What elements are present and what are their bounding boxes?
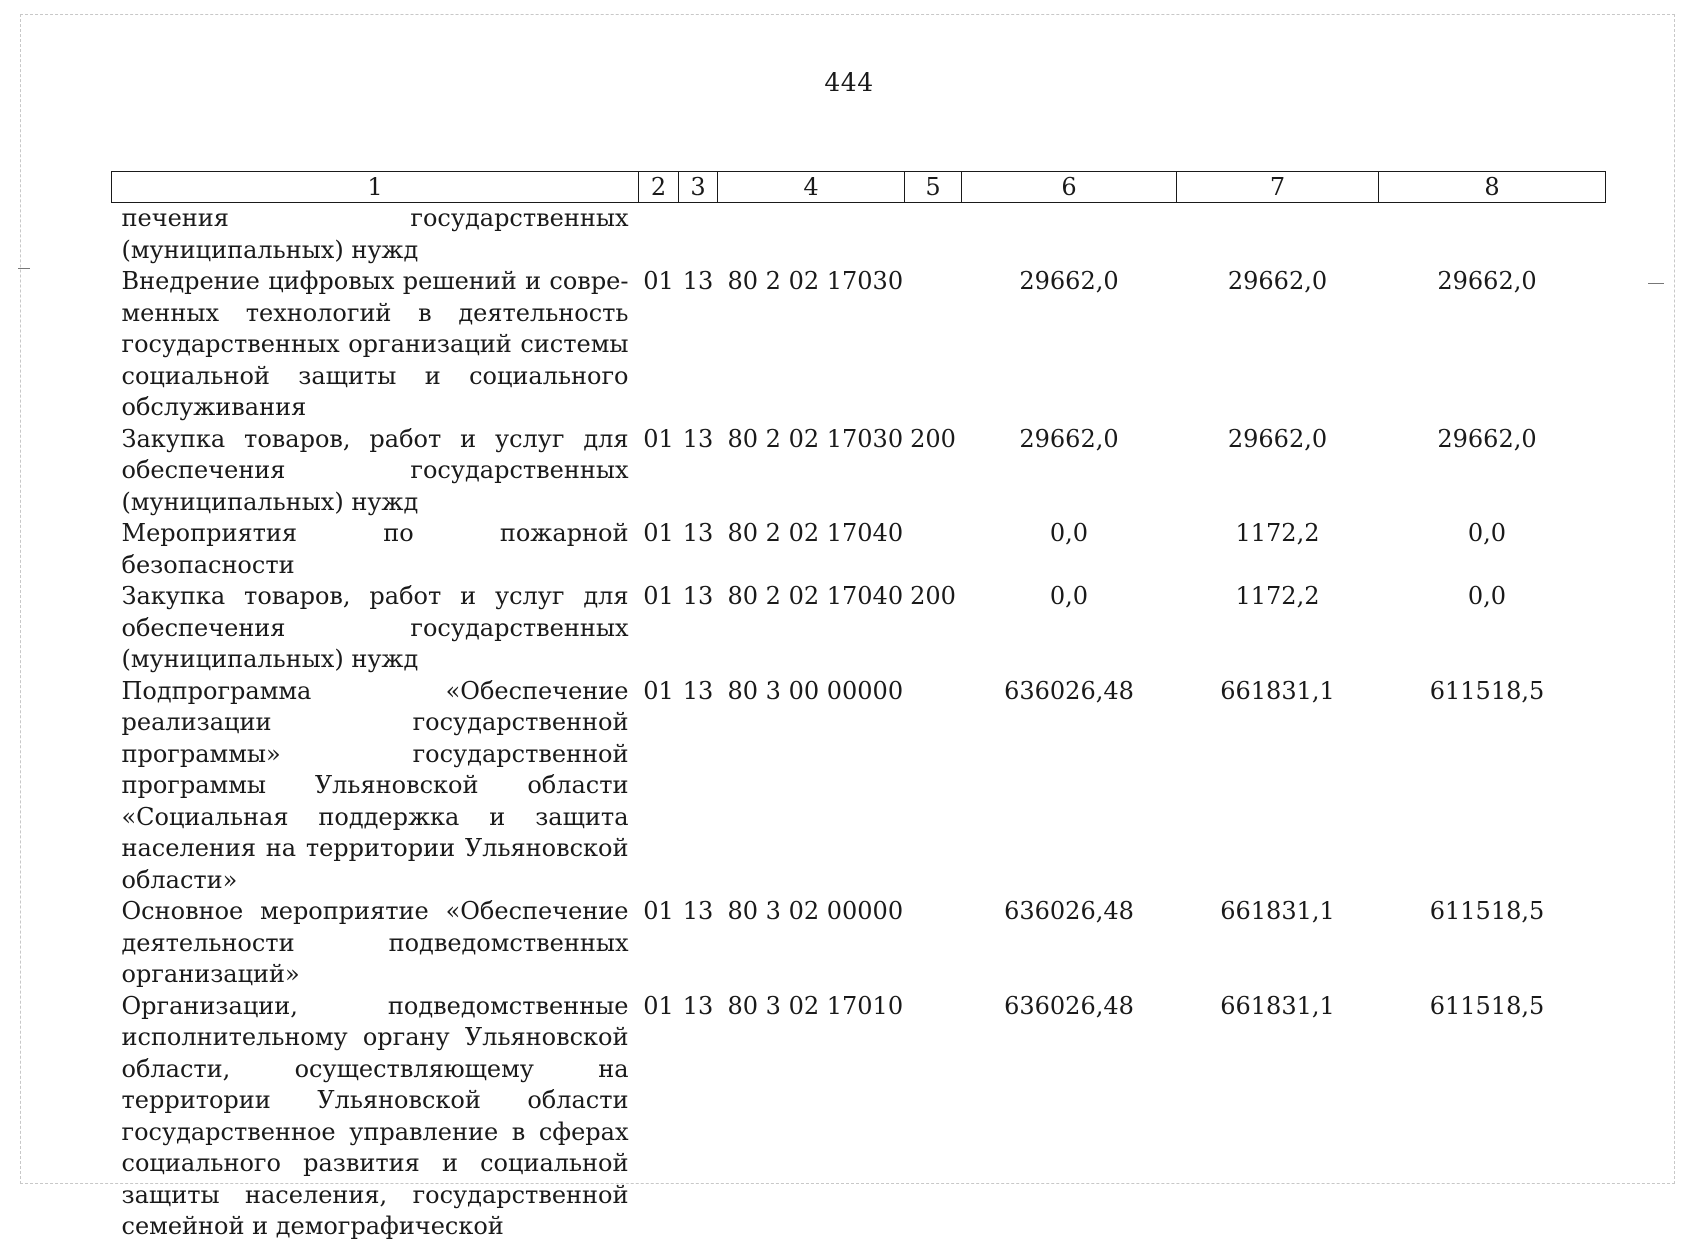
row-rz: 01 (643, 676, 674, 705)
row-name: Подпрограмма «Обеспечение реализации государственной программы» государственной программы Ульяновской области «Социальная поддержка и защита населения на территории Ульяновской области» (121, 676, 629, 894)
row-name: Мероприятия по пожарной безопасности (121, 519, 629, 579)
row-amount-2: 661831,1 (1220, 676, 1335, 705)
row-vr: 200 (910, 424, 956, 453)
row-vr (905, 266, 962, 424)
row-amount-1: 29662,0 (1019, 424, 1119, 453)
table-row (112, 581, 1606, 676)
row-rz (639, 203, 679, 267)
row-csr: 80 3 02 00000 (727, 897, 904, 925)
row-amount-2: 29662,0 (1227, 267, 1328, 295)
row-amount-3: 611518,5 (1429, 897, 1545, 925)
row-amount-2: 29662,0 (1227, 424, 1328, 453)
row-vr (905, 896, 962, 991)
row-pr: 13 (682, 897, 714, 925)
row-name: Закупка товаров, работ и услуг для обеспечения государственных (муниципальных) нужд (121, 424, 629, 516)
row-amount-2 (1177, 203, 1379, 267)
scan-mark-right (1648, 283, 1664, 284)
header-col-8: 8 (1379, 172, 1606, 203)
row-amount-1: 0,0 (1049, 582, 1089, 610)
row-rz: 01 (643, 897, 674, 925)
row-amount-3: 611518,5 (1429, 676, 1545, 705)
header-col-4: 4 (718, 172, 905, 203)
page-number: 444 (824, 68, 874, 97)
row-name: Основное мероприятие «Обеспечение деятельности подведомственных организаций» (121, 897, 629, 988)
row-rz: 01 (643, 991, 674, 1020)
row-rz: 01 (643, 424, 674, 453)
row-amount-1 (962, 203, 1177, 267)
row-csr: 80 3 02 17010 (727, 991, 904, 1020)
row-amount-2: 661831,1 (1220, 897, 1335, 925)
row-amount-1: 29662,0 (1019, 267, 1119, 295)
row-name: Внедрение цифровых решений и современных технологий в деятельность государственных организаций системы социальной защиты и социального обслуживания (121, 267, 629, 421)
header-col-3: 3 (679, 172, 718, 203)
row-vr (905, 991, 962, 1243)
row-pr (679, 203, 718, 267)
row-amount-2: 661831,1 (1220, 991, 1335, 1020)
row-pr: 13 (682, 519, 714, 547)
row-vr (905, 203, 962, 267)
table-row (112, 896, 1606, 991)
row-rz: 01 (643, 267, 674, 295)
row-name: Закупка товаров, работ и услуг для обеспечения государственных (муниципальных) нужд (121, 582, 629, 673)
table-row (112, 676, 1606, 897)
row-vr: 200 (910, 582, 956, 610)
row-rz: 01 (643, 519, 674, 547)
row-vr (905, 518, 962, 581)
table-row (112, 424, 1606, 519)
row-pr: 13 (682, 267, 714, 295)
row-name: Организации, подведомственные исполнительному органу Ульяновской области, осуществляющему на территории Ульяновской области государственное управление в сферах социального развития и социальной защиты населения, государственной семейной и демографической (121, 991, 629, 1240)
row-amount-3: 29662,0 (1437, 424, 1537, 453)
row-vr (905, 676, 962, 897)
row-csr: 80 2 02 17040 (727, 519, 904, 547)
row-amount-1: 0,0 (1049, 519, 1089, 547)
table-row (112, 266, 1606, 424)
header-col-1: 1 (112, 172, 639, 203)
row-amount-3: 0,0 (1467, 582, 1507, 610)
row-amount-3 (1379, 203, 1606, 267)
row-name: печения государственных (муниципальных) нужд (121, 204, 629, 264)
row-pr: 13 (682, 582, 714, 610)
row-amount-3: 0,0 (1467, 519, 1507, 547)
row-pr: 13 (682, 676, 714, 705)
row-amount-1: 636026,48 (1004, 991, 1134, 1020)
budget-table-wrapper (111, 171, 1605, 1243)
header-col-6: 6 (962, 172, 1177, 203)
table-row (112, 518, 1606, 581)
row-rz: 01 (643, 582, 674, 610)
scan-mark-left (18, 268, 30, 269)
row-amount-3: 29662,0 (1437, 267, 1537, 295)
header-col-5: 5 (905, 172, 962, 203)
header-col-7: 7 (1177, 172, 1379, 203)
table-row (112, 991, 1606, 1243)
row-amount-2: 1172,2 (1235, 519, 1320, 547)
header-row (112, 172, 1606, 203)
row-csr: 80 2 02 17040 (727, 582, 904, 610)
row-csr: 80 3 00 00000 (727, 676, 904, 705)
row-csr: 80 2 02 17030 (727, 267, 904, 295)
row-csr: 80 2 02 17030 (727, 424, 904, 453)
header-col-2: 2 (639, 172, 679, 203)
row-pr: 13 (682, 424, 714, 453)
row-amount-1: 636026,48 (1004, 897, 1134, 925)
row-amount-3: 611518,5 (1429, 991, 1545, 1020)
row-amount-2: 1172,2 (1235, 582, 1320, 610)
table-row (112, 203, 1606, 267)
row-csr (718, 203, 905, 267)
row-amount-1: 636026,48 (1004, 676, 1134, 705)
budget-table (111, 171, 1606, 1243)
row-pr: 13 (682, 991, 714, 1020)
